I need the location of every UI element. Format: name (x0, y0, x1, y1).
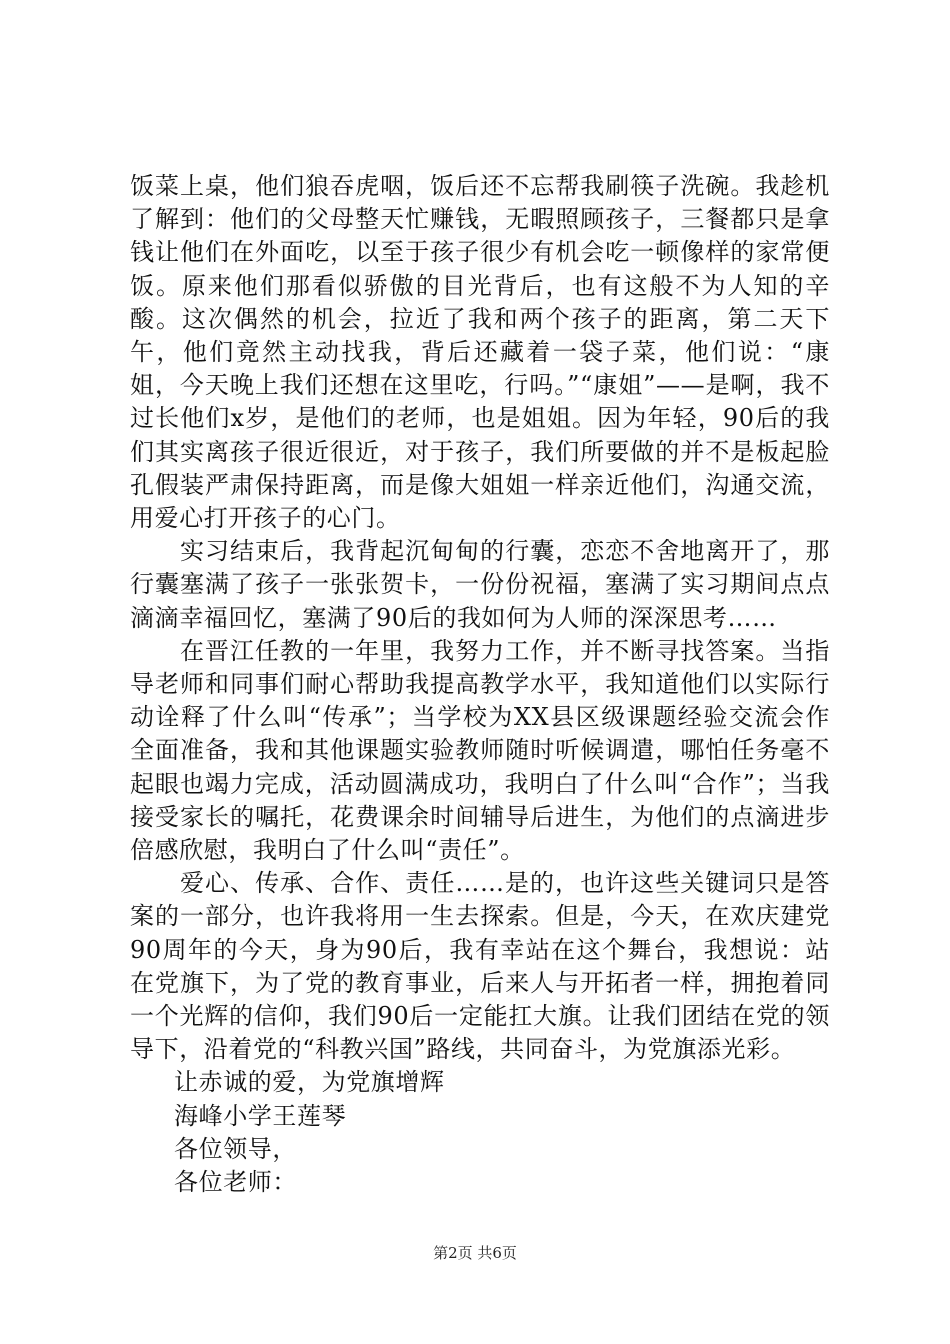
paragraph-conclusion: 爱心、传承、合作、责任……是的，也许这些关键词只是答案的一部分，也许我将用一生去探索。但是，今天，在欢庆建党90周年的今天，身为90后，我有幸站在这个舞台，我想说：站在党旗下，为了党的教育事业，后来人与开拓者一样，拥抱着同一个光辉的信仰，我们90后一定能扛大旗。让我们团结在党的领导下，沿着党的“科教兴国”路线，共同奋斗，为党旗添光彩。 (130, 869, 830, 1064)
speech-title: 让赤诚的爱，为党旗增辉 (174, 1068, 445, 1097)
speech-author: 海峰小学王莲琴 (174, 1101, 347, 1130)
greeting-teachers: 各位老师： (174, 1168, 297, 1197)
paragraph-teaching-year: 在晋江任教的一年里，我努力工作，并不断寻找答案。当指导老师和同事们耐心帮助我提高教学水平，我知道他们以实际行动诠释了什么叫“传承”；当学校为XX县区级课题经验交流会作全面准备，我和其他课题实验教师随时听候调遣，哪怕任务毫不起眼也竭力完成，活动圆满成功，我明白了什么叫“合作”；当我接受家长的嘱托，花费课余时间辅导后进生，为他们的点滴进步倍感欣慰，我明白了什么叫“责任”。 (130, 636, 830, 865)
document-body (130, 170, 830, 1199)
paragraph-continued: 饭菜上桌，他们狼吞虎咽，饭后还不忘帮我刷筷子洗碗。我趁机了解到：他们的父母整天忙赚钱，无暇照顾孩子，三餐都只是拿钱让他们在外面吃，以至于孩子很少有机会吃一顿像样的家常便饭。原来他们那看似骄傲的目光背后，也有这般不为人知的辛酸。这次偶然的机会，拉近了我和两个孩子的距离，第二天下午，他们竟然主动找我，背后还藏着一袋子菜，他们说：“康姐，今天晚上我们还想在这里吃，行吗。”“康姐”——是啊，我不过长他们x岁，是他们的老师，也是姐姐。因为年轻，90后的我们其实离孩子很近很近，对于孩子，我们所要做的并不是板起脸孔假装严肃保持距离，而是像大姐姐一样亲近他们，沟通交流，用爱心打开孩子的心门。 (130, 172, 830, 533)
page-number: 第2页 共6页 (433, 1244, 517, 1262)
greeting-leaders: 各位领导， (174, 1134, 297, 1163)
page-footer (0, 1243, 950, 1263)
paragraph-internship-end: 实习结束后，我背起沉甸甸的行囊，恋恋不舍地离开了，那行囊塞满了孩子一张张贺卡，一份份祝福，塞满了实习期间点点滴滴幸福回忆，塞满了90后的我如何为人师的深深思考…… (130, 537, 830, 632)
